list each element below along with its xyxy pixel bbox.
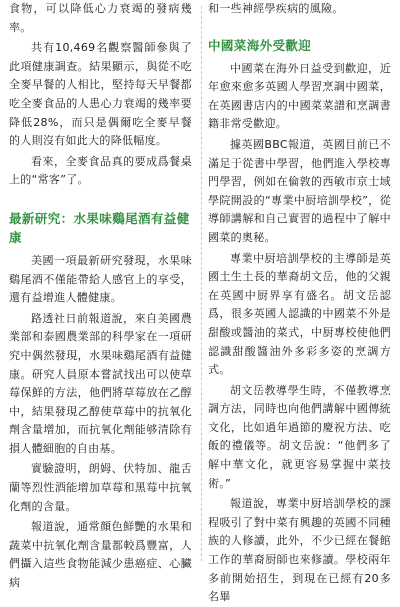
chinese-food-paragraph-5: 報道說，專業中厨培訓學校的課程吸引了對中菜有興趣的英國不同種族的人修讀，此外，不少已經在餐館工作的華裔厨師也來修讀。學校兩年多前開始招生，到現在已經有20多名畢 bbox=[208, 497, 391, 604]
cocktail-paragraph-4: 報道說，通常顔色鮮艷的水果和蔬菜中抗氧化劑含量都較爲豐富，人們攝入這些食物能減少患癌症、心臟病 bbox=[9, 520, 192, 590]
wholegrain-paragraph-1: 食物，可以降低心力衰竭的發病幾率。 bbox=[9, 2, 192, 34]
chinese-food-paragraph-2: 據英國BBC報道，英國目前已不滿足于從書中學習，他們進入學校專門學習，例如在倫敦的西敏市京士域學院開設的“專業中厨培訓學校”，從導師講解和自己實習的過程中了解中國菜的奧秘。 bbox=[208, 137, 391, 244]
cocktail-paragraph-3: 實驗證明，朗姆、伏特加、龍舌蘭等烈性酒能增加草莓和黑莓中抗氧化劑的含量。 bbox=[9, 462, 192, 513]
chinese-food-paragraph-4: 胡文岳教導學生時，不僅教導烹調方法，同時也向他們講解中國傳統文化，比如過年過節的慶祝方法、吃飯的禮儀等。胡文岳說：“他們多了解中華文化，就更容易掌握中菜技術。” bbox=[208, 383, 391, 490]
cocktail-continuation: 和一些神經學疾病的風險。 bbox=[208, 2, 344, 15]
section-heading-cocktail: 最新研究：水果味鷄尾酒有益健康 bbox=[9, 210, 190, 245]
wholegrain-paragraph-3: 看來，全麥食品真的要成爲餐桌上的“常客”了。 bbox=[9, 154, 192, 187]
left-column bbox=[9, 0, 192, 593]
cocktail-paragraph-2: 路透社日前報道說，來自美國農業部和泰國農業部的科學家在一項研究中偶然發現，水果味鷄尾酒有益健康。研究人員原本嘗試找出可以使草莓保鮮的方法，他們將草莓放在乙醇中，結果發現乙醇使草莓中的抗氧化劑含量增加，而抗氧化劑能够清除有損人體細胞的自由基。 bbox=[9, 311, 192, 455]
column-divider bbox=[201, 6, 202, 561]
chinese-food-paragraph-1: 中國菜在海外日益受到歡迎，近年愈來愈多英國人學習烹調中國菜，在英國書店内的中國菜菜譜和烹調書籍非常受歡迎。 bbox=[208, 61, 391, 131]
right-column bbox=[208, 0, 391, 607]
wholegrain-paragraph-2: 共有10,469名觀察醫師參與了此項健康調查。結果顯示，與從不吃全麥早餐的人相比，堅持每天早餐都吃全麥食品的人患心力衰竭的幾率要降低28%，而只是偶爾吃全麥早餐的人則沒有如此大的降低幅度。 bbox=[9, 41, 192, 148]
chinese-food-paragraph-3: 專業中厨培訓學校的主導師是英國土生土長的華裔胡文岳，他的父親在英國中厨界享有盛名。胡文岳認爲，很多英國人認識的中國菜不外是甜酸或醬油的菜式，中厨專校使他們認識甜酸醬油外多彩多姿的烹調方式。 bbox=[208, 251, 391, 377]
cocktail-paragraph-1: 美國一項最新研究發現，水果味鷄尾酒不僅能帶給人感官上的享受，還有益增進人體健康。 bbox=[9, 253, 192, 305]
section-heading-chinese-food: 中國菜海外受歡迎 bbox=[208, 37, 312, 53]
